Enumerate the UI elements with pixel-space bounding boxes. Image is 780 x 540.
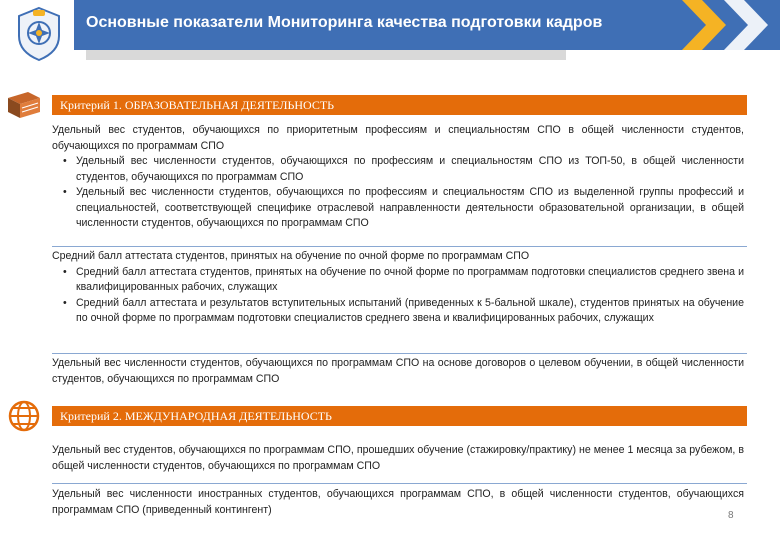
globe-icon: [4, 398, 44, 434]
page-title: Основные показатели Мониторинга качества подготовки кадров: [86, 14, 603, 31]
indicator-5: [52, 487, 744, 518]
divider: [52, 246, 747, 247]
books-icon: [4, 88, 44, 124]
indicator-subitem: • Средний балл аттестата и результатов вступительных испытаний (приведенных к 5-бальной шкале), студентов принятых на обучение по очной форме по программам подготовки специалистов среднего звена и квалифицированных рабочих, служащих: [76, 296, 744, 327]
header-bar: [74, 0, 780, 50]
indicator-2: [52, 249, 744, 327]
indicator-text: Удельный вес студентов, обучающихся по приоритетным профессиям и специальностям СПО в общей численности студентов, обучающихся по программам СПО: [52, 124, 744, 152]
indicator-3: [52, 356, 744, 387]
indicator-4: [52, 443, 744, 474]
criterion-1-bar: Критерий 1. ОБРАЗОВАТЕЛЬНАЯ ДЕЯТЕЛЬНОСТЬ: [52, 95, 747, 115]
indicator-text: Средний балл аттестата студентов, принятых на обучение по очной форме по программам СПО: [52, 250, 530, 262]
indicator-1: [52, 123, 744, 232]
indicator-subitem: • Средний балл аттестата студентов, принятых на обучение по очной форме по программам подготовки специалистов среднего звена и квалифицированных рабочих, служащих: [76, 265, 744, 296]
indicator-text: Удельный вес численности иностранных студентов, обучающихся программам СПО, в общей численности студентов, обучающихся программам СПО (приведенный контингент): [52, 488, 744, 516]
divider: [52, 353, 747, 354]
indicator-subitem: • Удельный вес численности студентов, обучающихся по профессиям и специальностям СПО из ТОП-50, в общей численности студентов, обучающихся по программам СПО: [76, 154, 744, 185]
indicator-subitem: • Удельный вес численности студентов, обучающихся по профессиям и специальностям СПО из выделенной группы профессий и специальностей, соответствующей специфике отраслевой направленности деятельности образовательной организации, в общей численности студентов, обучающихся по программам СПО: [76, 185, 744, 232]
divider: [52, 483, 747, 484]
page-number: 8: [728, 510, 734, 521]
indicator-text: Удельный вес студентов, обучающихся по программам СПО, прошедших обучение (стажировку/практику) не менее 1 месяца за рубежом, в общей численности студентов, обучающихся по программам СПО: [52, 444, 744, 472]
indicator-text: Удельный вес численности студентов, обучающихся по программам СПО на основе договоров о целевом обучении, в общей численности студентов, обучающихся по программам СПО: [52, 357, 744, 385]
university-emblem-icon: [14, 6, 64, 62]
criterion-2-bar: Критерий 2. МЕЖДУНАРОДНАЯ ДЕЯТЕЛЬНОСТЬ: [52, 406, 747, 426]
chevron-arrows-icon: [680, 0, 780, 50]
header-underline: [86, 50, 566, 60]
